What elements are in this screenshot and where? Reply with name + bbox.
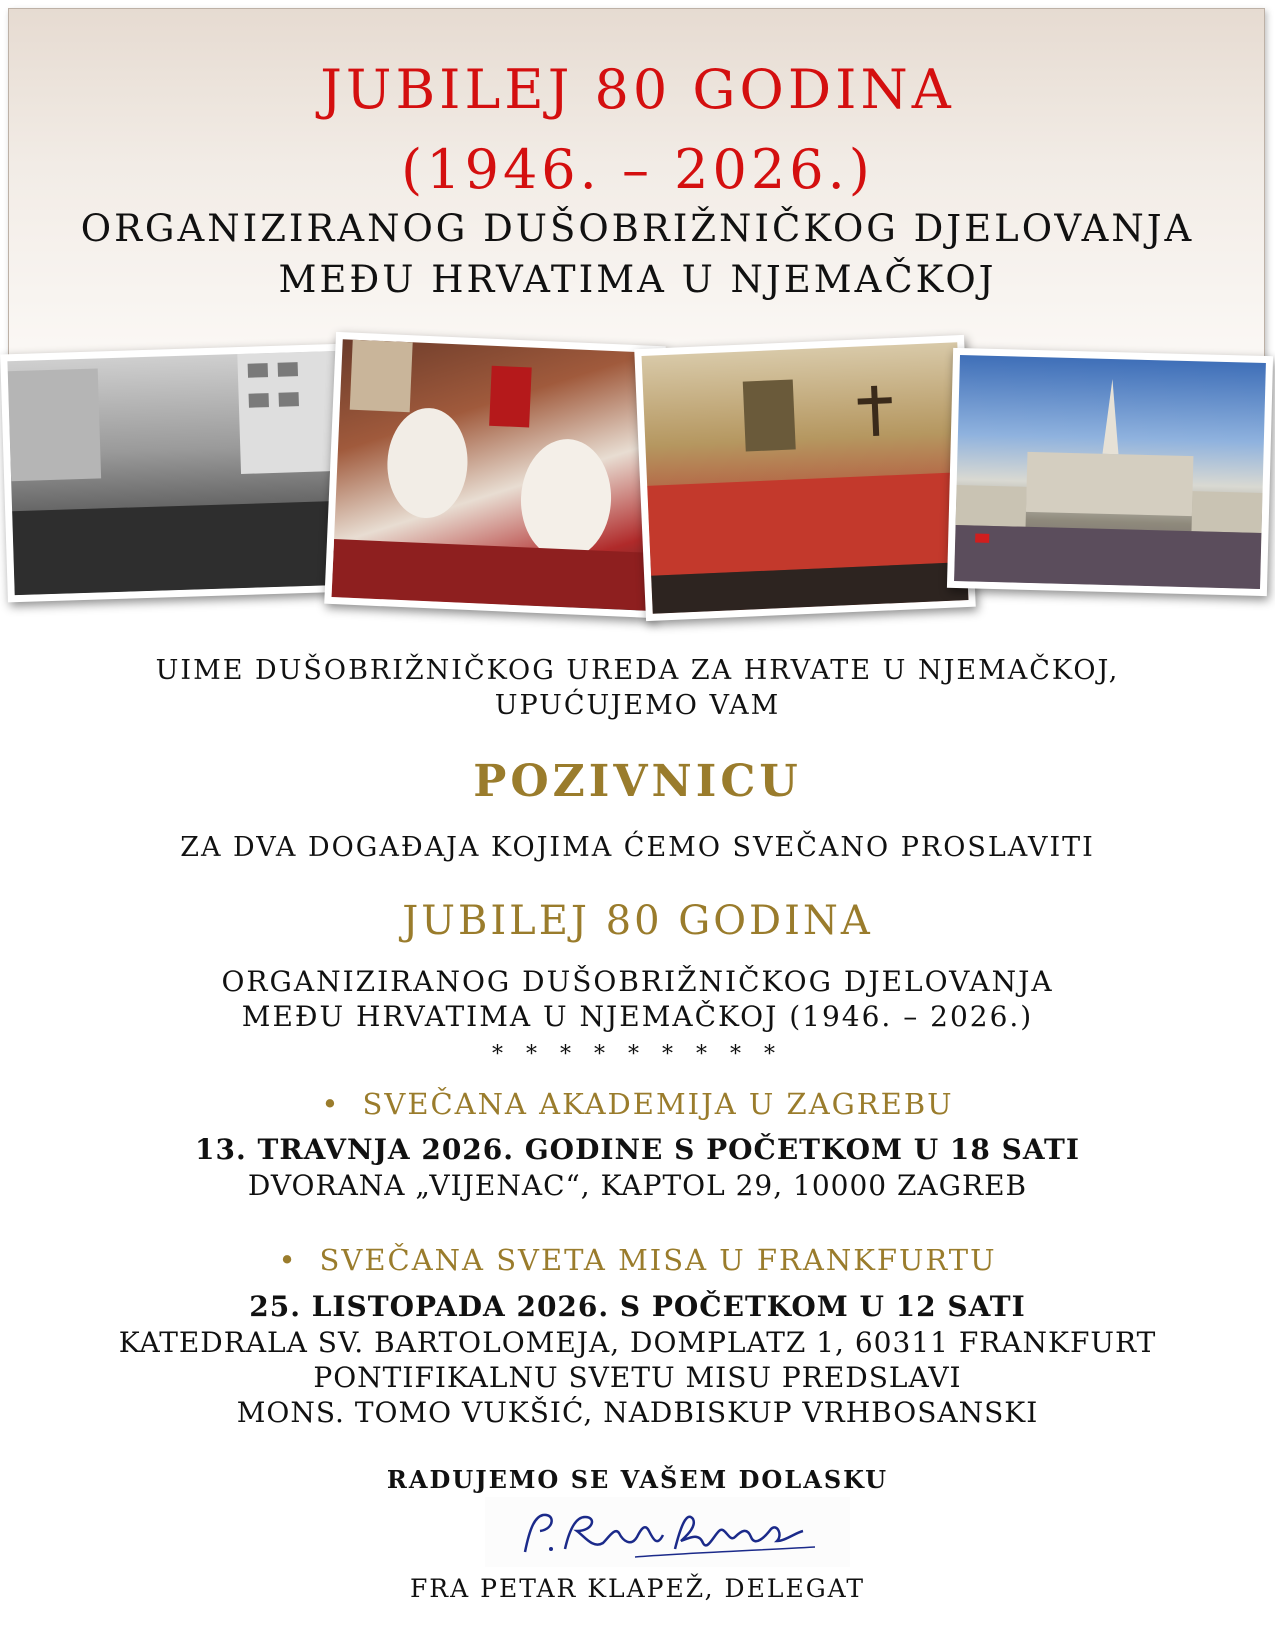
photo-clergy-in-church: [634, 335, 976, 621]
intro-line1: UIME DUŠOBRIŽNIČKOG UREDA ZA HRVATE U NJEMAČKOJ,: [155, 655, 1120, 686]
event2-note-line1: PONTIFIKALNU SVETU MISU PREDSLAVI: [313, 1361, 962, 1394]
two-events-intro: ZA DVA DOGAĐAJA KOJIMA ĆEMO SVEČANO PROSLAVITI: [180, 832, 1095, 863]
signer-name: FRA PETAR KLAPEŽ, DELEGAT: [409, 1574, 866, 1603]
intro-line2: UPUĆUJEMO VAM: [494, 690, 781, 721]
closing-line: RADUJEMO SE VAŠEM DOLASKU: [386, 1465, 889, 1494]
photo-procession: [0, 344, 354, 603]
main-subtitle-line1: ORGANIZIRANOG DUŠOBRIŽNIČKOG DJELOVANJA: [80, 207, 1195, 250]
event2-title-row: [0, 1243, 1275, 1277]
event2-date: 25. LISTOPADA 2026. S POČETKOM U 12 SATI: [249, 1290, 1026, 1323]
event2-title: SVEČANA SVETA MISA U FRANKFURTU: [319, 1243, 997, 1277]
event1-place: DVORANA „VIJENAC“, KAPTOL 29, 10000 ZAGREB: [247, 1169, 1028, 1202]
event1-date: 13. TRAVNJA 2026. GODINE S POČETKOM U 18 SATI: [195, 1133, 1080, 1166]
invitation-heading: POZIVNICU: [473, 756, 802, 807]
photo-basilica-pilgrimage: [947, 348, 1273, 596]
main-title-years: (1946. – 2026.): [401, 138, 874, 201]
main-subtitle-line2: MEĐU HRVATIMA U NJEMAČKOJ: [278, 258, 997, 301]
event1-title: SVEČANA AKADEMIJA U ZAGREBU: [362, 1087, 954, 1121]
main-title: JUBILEJ 80 GODINA: [320, 58, 955, 121]
event1-title-row: [0, 1087, 1275, 1121]
jubilee-line2: MEĐU HRVATIMA U NJEMAČKOJ (1946. – 2026.): [241, 1000, 1034, 1033]
jubilee-line1: ORGANIZIRANOG DUŠOBRIŽNIČKOG DJELOVANJA: [221, 965, 1054, 998]
star-separator: * * * * * * * * *: [492, 1042, 783, 1067]
event2-note-line2: MONS. TOMO VUKŠIĆ, NADBISKUP VRHBOSANSKI: [236, 1396, 1039, 1429]
jubilee-heading: JUBILEJ 80 GODINA: [402, 898, 873, 944]
bullet-icon: •: [321, 1087, 341, 1121]
bullet-icon: •: [278, 1243, 298, 1277]
event2-place: KATEDRALA SV. BARTOLOMEJA, DOMPLATZ 1, 60311 FRANKFURT: [118, 1326, 1157, 1359]
photo-youth-in-folk-costume: [324, 332, 666, 618]
handwritten-signature: [485, 1497, 850, 1567]
